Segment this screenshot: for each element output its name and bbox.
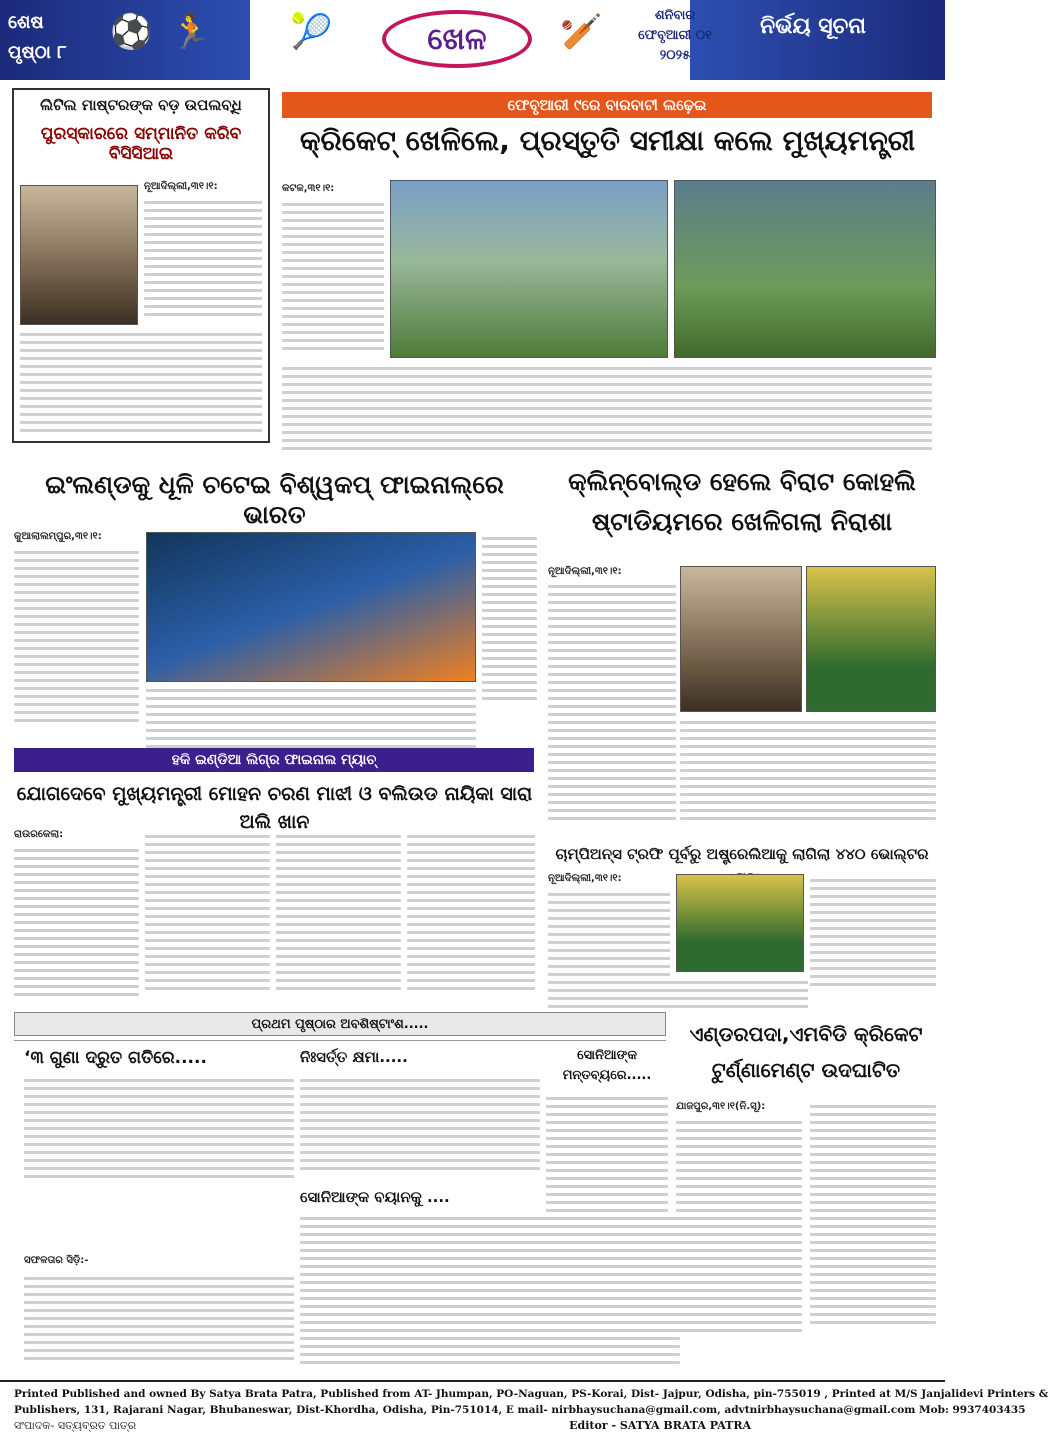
story6-dateline: ଯାଜପୁର,୩୧।୧(ନି.ସୂ): bbox=[676, 1101, 766, 1112]
date-line-2: ୨୦୨୫ bbox=[659, 48, 691, 63]
story4-col1 bbox=[14, 844, 139, 1001]
continued-strip: ପ୍ରଥମ ପୃଷ୍ଠାର ଅବଶିଷ୍ଟାଂଶ..... bbox=[14, 1012, 666, 1036]
story5-dateline: ନୂଆଦିଲ୍ଲୀ,୩୧।୧: bbox=[548, 873, 622, 884]
story3-col1 bbox=[548, 580, 676, 825]
top-story-bottom-text bbox=[282, 362, 932, 455]
india-women-team-photo bbox=[146, 532, 476, 682]
story2-below-photo bbox=[146, 684, 476, 753]
footer-editor-odia: ସଂପାଦକ- ସତ୍ୟବ୍ରତ ପାତ୍ର bbox=[14, 1419, 137, 1432]
player-celebration-photo bbox=[680, 566, 802, 712]
story4-dateline: ରାଉରକେଲା: bbox=[14, 829, 64, 840]
kohli-bowled-photo bbox=[806, 566, 936, 712]
runner-icon: 🏃 bbox=[170, 12, 213, 52]
day-label: ଶନିବାର bbox=[654, 8, 696, 23]
top-story-dateline: କଟକ,୩୧।୧: bbox=[282, 183, 335, 194]
cm-cricket-photo-2 bbox=[674, 180, 936, 358]
left-body-text-2 bbox=[20, 328, 262, 437]
continued-col1-text bbox=[24, 1074, 294, 1183]
story6-headline-line2: ଟୁର୍ଣ୍ଣାମେଣ୍ଟ ଉଦଘାଟିତ bbox=[711, 1058, 901, 1082]
left-dateline: ନୂଆଦିଲ୍ଲୀ,୩୧।୧: bbox=[144, 181, 218, 192]
story3-headline bbox=[548, 462, 936, 542]
story3-headline-line1: କ୍ଲିନ୍‌ବୋଲ୍ଡ ହେଲେ ବିରାଟ କୋହଲି bbox=[568, 467, 916, 496]
page-label-2: ପୃଷ୍ଠା ୮ bbox=[8, 42, 67, 63]
story5-headline: ଚାମ୍ପିଅନ୍ସ ଟ୍ରଫି ପୂର୍ବରୁ ଅଷ୍ଟ୍ରେଲିଆକୁ ଲାଗିଲା ୪୪୦ ଭୋଲ୍ଟର bbox=[555, 845, 929, 863]
page-label-1: ଶେଷ bbox=[8, 12, 44, 33]
tennis-player-icon: 🎾 bbox=[290, 12, 333, 52]
continued-col1-sub-2: ସଫଳତାର ସିଡ଼ି:- bbox=[24, 1255, 89, 1266]
story3-dateline: ନୂଆଦିଲ୍ଲୀ,୩୧।୧: bbox=[548, 566, 622, 577]
continued-col1-head: ‘୩ ଗୁଣା ଦ୍ରୁତ ଗତିରେ..... bbox=[24, 1048, 207, 1068]
sachin-photo bbox=[20, 185, 138, 325]
cm-inspection-photo-1 bbox=[390, 180, 668, 358]
top-story-col1 bbox=[282, 198, 384, 355]
story6-headline bbox=[676, 1016, 936, 1088]
continued-col3-head bbox=[548, 1046, 666, 1086]
story3-headline-line2: ଷ୍ଟାଡିୟମରେ ଖେଳିଗଲା ନିରାଶା bbox=[591, 507, 893, 536]
cricketer-icon: 🏏 bbox=[560, 12, 603, 52]
continued-col3-head-2: ମନ୍ତବ୍ୟରେ..... bbox=[562, 1068, 652, 1083]
story6-headline-line1: ଏଣ୍ଡରପଦା,ଏମବିଡି କ୍ରିକେଟ bbox=[689, 1022, 923, 1046]
story5-bottom-text bbox=[548, 976, 808, 1013]
section-title: ଖେଳ bbox=[382, 10, 532, 68]
footer-editor-english: Editor - SATYA BRATA PATRA bbox=[569, 1419, 751, 1432]
story4-strip: ହକି ଇଣ୍ଡିଆ ଲିଗ୍‌ର ଫାଇନାଲ ମ୍ୟାଚ୍ bbox=[14, 748, 534, 772]
story4-col3 bbox=[276, 830, 401, 995]
page-number-block bbox=[8, 8, 92, 72]
australia-team-photo bbox=[676, 874, 804, 972]
continued-col2-sub: ସୋନିଆଙ୍କ ବୟାନକୁ .... bbox=[300, 1188, 450, 1206]
story2-col3 bbox=[482, 532, 537, 705]
imprint-footer bbox=[0, 1380, 1048, 1442]
story4-col4 bbox=[407, 830, 535, 995]
continued-rule bbox=[14, 1040, 666, 1041]
continued-col2-head: ନିଃସର୍ତ୍ତ କ୍ଷମା..... bbox=[300, 1048, 408, 1066]
story4-col2 bbox=[145, 830, 270, 995]
continued-col2-text bbox=[300, 1074, 540, 1175]
story3-below-photo bbox=[680, 716, 936, 825]
story2-dateline: କୁଆଲାଲମ୍ପୁର,୩୧।୧: bbox=[14, 531, 102, 542]
story5-col3 bbox=[810, 874, 936, 991]
date-line-1: ଫେବୃଆରୀ ୦୧ bbox=[638, 28, 712, 43]
top-story-strip: ଫେବୃଆରୀ ୯ରେ ବାରବାଟୀ ଲଢ଼େଇ bbox=[282, 92, 932, 118]
top-story-headline: କ୍ରିକେଟ୍ ଖେଳିଲେ, ପ୍ରସ୍ତୁତି ସମୀକ୍ଷା କଲେ ମୁଖ୍ୟମନ୍ତ୍ରୀ bbox=[299, 124, 916, 157]
story2-headline: ଇଂଲଣ୍ଡକୁ ଧୂଳି ଚଟେଇ ବିଶ୍ୱକପ୍ ଫାଇନାଲ୍‌ରେ ଭାରତ bbox=[45, 470, 504, 529]
footballer-icon: ⚽ bbox=[110, 12, 153, 52]
story6-col1 bbox=[676, 1116, 802, 1337]
left-kicker: ଲିଟିଲ ମାଷ୍ଟରଙ୍କ ବଡ଼ ଉପଲବ୍ଧି bbox=[40, 96, 242, 114]
continued-col3-head-1: ସୋନିଆଙ୍କ bbox=[577, 1048, 637, 1063]
continued-col1-text-2 bbox=[24, 1272, 294, 1365]
footer-line1: Printed Published and owned By Satya Brata Patra, Published from AT- Jhumpan, PO-Naguan, PS-Korai, Dist- Jajpur, Odisha, pin-755019 , Printed at M/S Janjalidevi Printers & bbox=[14, 1388, 1048, 1400]
story6-col2 bbox=[810, 1100, 936, 1329]
story2-col1 bbox=[14, 546, 139, 727]
left-headline: ପୁରସ୍କାରରେ ସମ୍ମାନିତ କରିବ ବିସିସିଆଇ bbox=[40, 124, 242, 164]
story4-headline: ଯୋଗଦେବେ ମୁଖ୍ୟମନ୍ତ୍ରୀ ମୋହନ ଚରଣ ମାଝୀ ଓ ବଲିଉଡ ନାୟିକା ସାରା ଅଲି ଖାନ bbox=[16, 783, 533, 833]
left-body-text bbox=[144, 196, 262, 321]
footer-line3 bbox=[14, 1418, 931, 1434]
footer-line2: Publishers, 131, Rajarani Nagar, Bhubaneswar, Dist-Khordha, Odisha, Pin-751014, E mail- nirbhaysuchana@gmail.com, advtnirbhaysuchana@gmail.com Mob: 9937403435 bbox=[14, 1404, 1026, 1416]
brand-name: ନିର୍ଭୟ ସୂଚନା bbox=[760, 14, 866, 39]
continued-col3-text bbox=[546, 1092, 668, 1353]
date-block bbox=[620, 6, 730, 66]
